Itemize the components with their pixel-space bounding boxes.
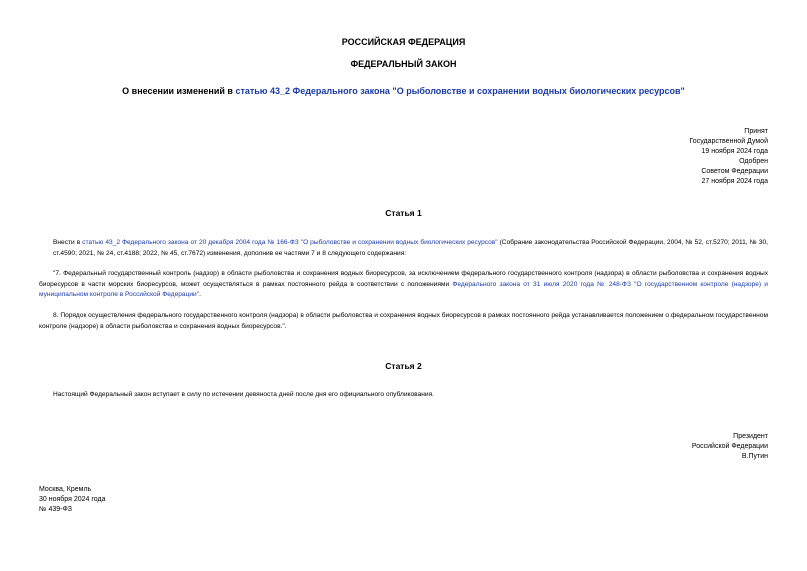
place-date-block xyxy=(39,485,105,515)
law-number-line: № 439-ФЗ xyxy=(39,506,73,513)
date-line: 30 ноября 2024 года xyxy=(39,496,106,503)
adoption-line: Принят xyxy=(744,128,768,135)
adoption-line: 19 ноября 2024 года xyxy=(701,148,768,155)
place-line: Москва, Кремль xyxy=(39,486,92,493)
article1-heading: Статья 1 xyxy=(385,208,422,218)
law-title-prefix: О внесении изменений в xyxy=(122,86,236,96)
article1-paragraph-2 xyxy=(39,269,768,301)
adoption-line: Государственной Думой xyxy=(689,138,768,145)
article1-paragraph-1 xyxy=(53,238,768,259)
signature-line: Российской Федерации xyxy=(691,443,768,450)
article1-link-248fz[interactable]: Федерального закона от 31 июля 2020 года № 248-ФЗ "О государственном контроле (надзоре) и муниципальном контроле в Российской Федерации" xyxy=(39,280,768,299)
article2-paragraph-1: Настоящий Федеральный закон вступает в силу по истечении девяноста дней после дня его официального опубликования. xyxy=(53,391,434,398)
text: Внести в xyxy=(53,239,83,246)
law-type-heading: ФЕДЕРАЛЬНЫЙ ЗАКОН xyxy=(350,59,457,69)
law-title-link[interactable]: статью 43_2 Федерального закона "О рыболовстве и сохранении водных биологических ресурсов" xyxy=(235,86,685,96)
article1-link-166fz[interactable]: статью 43_2 Федерального закона от 20 декабря 2004 года № 166-ФЗ "О рыболовстве и сохранении водных биологических ресурсов" xyxy=(82,239,498,246)
text: (Собрание законодательства Российской Федерации, 2004, № 52, ст.5270; 2011, № 30, ст.4590; 2021, № 24, ст.4188; 2022, № 45, ст.7672) изменения, дополнив ее частями 7 и 8 следующего содержания: xyxy=(53,239,768,257)
text: . xyxy=(199,291,201,299)
signature-line: В.Путин xyxy=(741,453,768,460)
adoption-line: Советом Федерации xyxy=(701,168,768,175)
adoption-block xyxy=(689,127,768,187)
law-title xyxy=(0,86,807,96)
signature-line: Президент xyxy=(733,433,768,440)
adoption-line: Одобрен xyxy=(739,158,768,165)
text: "7. Федеральный государственный контроль (надзор) в области рыболовства и сохранения водных биоресурсов, за исключением федерального государственного контроля (надзора) в области рыболовства и сохранения водных биоресурсов в части морских биоресурсов, может осуществляться в рамках постоянного рейда в соответствии с положениями xyxy=(39,270,768,288)
country-heading: РОССИЙСКАЯ ФЕДЕРАЦИЯ xyxy=(341,37,466,47)
adoption-line: 27 ноября 2024 года xyxy=(701,178,768,185)
article2-heading: Статья 2 xyxy=(385,361,422,371)
article1-paragraph-3: 8. Порядок осуществления федерального государственного контроля (надзора) в области рыболовства и сохранения водных биоресурсов в рамках постоянного рейда устанавливается положением о федеральном государственном контроле (надзоре) в области рыболовства и сохранения водных биоресурсов.". xyxy=(39,312,768,330)
signature-block xyxy=(692,432,768,462)
